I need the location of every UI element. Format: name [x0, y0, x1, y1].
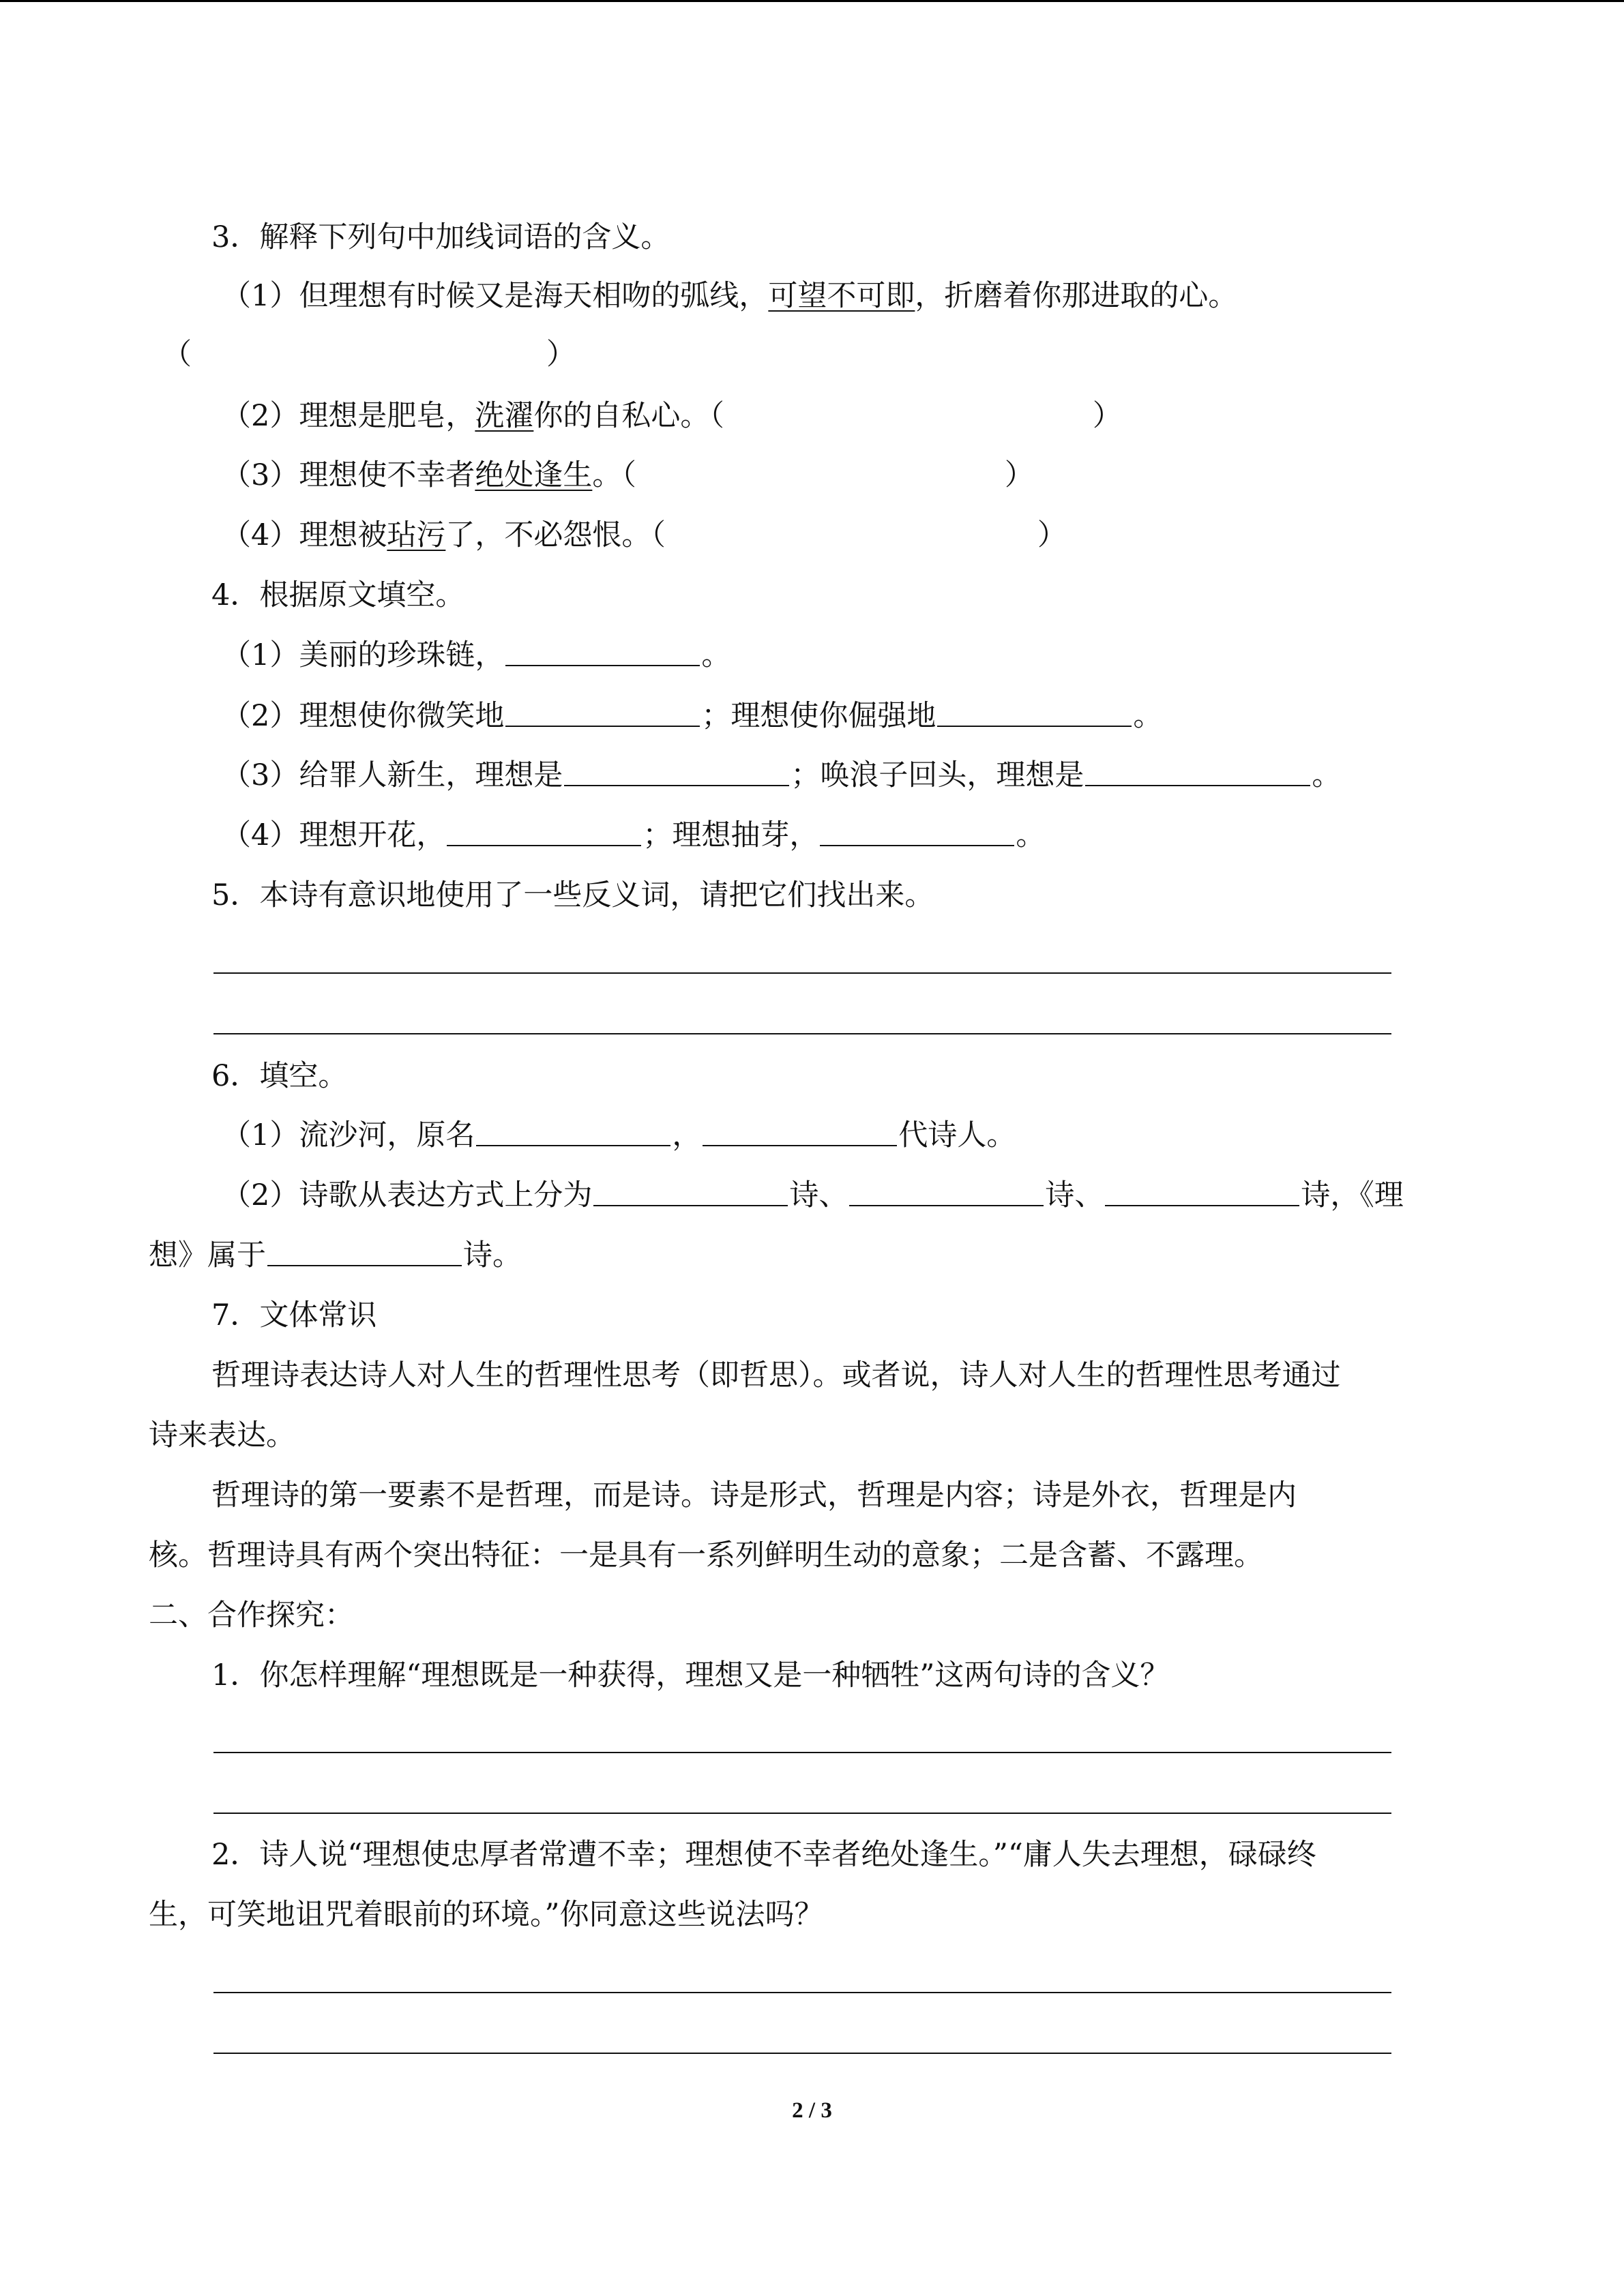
fill-blank[interactable] — [1085, 755, 1310, 786]
q5-title: 5．本诗有意识地使用了一些反义词，请把它们找出来。 — [211, 878, 934, 912]
page-number: 2 / 3 — [792, 2098, 832, 2123]
fill-blank[interactable] — [267, 1235, 462, 1266]
answer-line[interactable] — [213, 972, 1391, 974]
q3-title: 3．解释下列句中加线词语的含义。 — [211, 220, 670, 254]
section-2-q1: 1．你怎样理解“理想既是一种获得，理想又是一种牺牲”这两句诗的含义？ — [211, 1658, 1170, 1693]
q7-paragraph-1-line-1: 哲理诗表达诗人对人生的哲理性思考（即哲思）。或者说，诗人对人生的哲理性思考通过 — [211, 1358, 1341, 1392]
q3-item-3: （3）理想使不幸者绝处逢生。（ ） — [222, 458, 1034, 492]
answer-line[interactable] — [213, 1752, 1391, 1753]
q6-item-2: （2）诗歌从表达方式上分为 诗、 诗、 诗，《理 — [222, 1175, 1404, 1216]
q4-title: 4．根据原文填空。 — [211, 578, 465, 612]
top-border — [0, 0, 1624, 2]
fill-blank[interactable] — [447, 815, 641, 846]
section-2-q2-line-1: 2．诗人说“理想使忠厚者常遭不幸；理想使不幸者绝处逢生。”“庸人失去理想，碌碌终 — [211, 1838, 1316, 1872]
underlined-term: 可望不可即 — [768, 279, 915, 313]
fill-blank[interactable] — [505, 635, 700, 666]
q4-item-1: （1）美丽的珍珠链， 。 — [222, 635, 730, 676]
underlined-term: 绝处逢生 — [475, 458, 593, 492]
underlined-term: 玷污 — [387, 518, 446, 552]
q6-item-1: （1）流沙河，原名 ， 代诗人。 — [222, 1115, 1016, 1156]
fill-blank[interactable] — [937, 696, 1132, 727]
fill-blank[interactable] — [849, 1175, 1044, 1206]
fill-blank[interactable] — [593, 1175, 788, 1206]
q3-item-2: （2）理想是肥皂，洗濯你的自私心。（ ） — [222, 399, 1122, 433]
q3-item-4: （4）理想被玷污了，不必怨恨。（ ） — [222, 518, 1067, 552]
answer-line[interactable] — [213, 1992, 1391, 1993]
fill-blank[interactable] — [505, 696, 700, 727]
fill-blank[interactable] — [820, 815, 1014, 846]
q3-item-1: （1）但理想有时候又是海天相吻的弧线，可望不可即，折磨着你那进取的心。 — [222, 279, 1238, 313]
section-2-q2-line-2: 生，可笑地诅咒着眼前的环境。”你同意这些说法吗？ — [149, 1898, 824, 1932]
q6-title: 6．填空。 — [211, 1059, 348, 1093]
answer-line[interactable] — [213, 1033, 1391, 1034]
answer-line[interactable] — [213, 2053, 1391, 2054]
q7-title: 7．文体常识 — [211, 1298, 377, 1332]
q7-paragraph-2-line-2: 核。哲理诗具有两个突出特征：一是具有一系列鲜明生动的意象；二是含蓄、不露理。 — [149, 1538, 1263, 1572]
fill-blank[interactable] — [476, 1115, 670, 1146]
answer-line[interactable] — [213, 1813, 1391, 1814]
underlined-term: 洗濯 — [475, 399, 534, 433]
fill-blank[interactable] — [564, 755, 789, 786]
q3-item-1-answer: （ ） — [162, 338, 576, 372]
fill-blank[interactable] — [703, 1115, 897, 1146]
q7-paragraph-1-line-2: 诗来表达。 — [149, 1418, 295, 1452]
q4-item-2: （2）理想使你微笑地 ；理想使你倔强地 。 — [222, 696, 1162, 736]
q4-item-3: （3）给罪人新生，理想是 ；唤浪子回头，理想是 。 — [222, 755, 1341, 796]
q7-paragraph-2-line-1: 哲理诗的第一要素不是哲理，而是诗。诗是形式，哲理是内容；诗是外衣，哲理是内 — [211, 1478, 1297, 1512]
fill-blank[interactable] — [1105, 1175, 1299, 1206]
section-2-title: 二、合作探究： — [149, 1598, 354, 1632]
q4-item-4: （4）理想开花， ；理想抽芽， 。 — [222, 815, 1045, 856]
q6-item-2-cont: 想》属于 诗。 — [149, 1235, 522, 1276]
